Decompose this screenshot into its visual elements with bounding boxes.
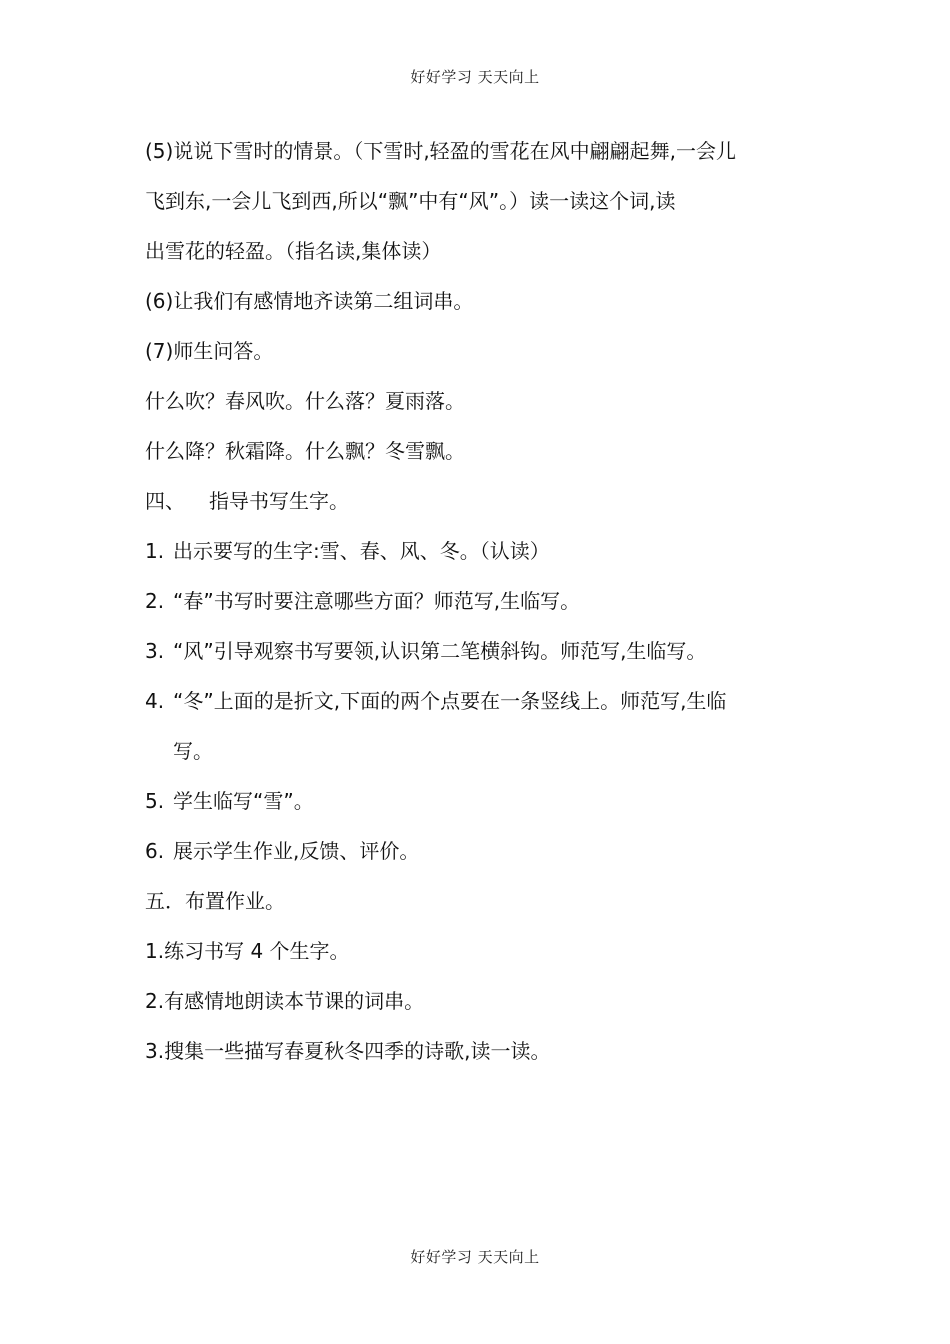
list-item-number: 5. [145, 789, 165, 813]
document-body [145, 132, 815, 1082]
page-footer: 好好学习 天天向上 [410, 1248, 540, 1266]
list-item-text: 学生临写“雪”。 [173, 789, 314, 813]
list-item-text: “冬”上面的是折文,下面的两个点要在一条竖线上。师范写,生临 [173, 689, 727, 713]
list-item-text: “风”引导观察书写要领,认识第二笔横斜钩。师范写,生临写。 [173, 639, 707, 663]
paragraph-5-line-3: 出雪花的轻盈。（指名读,集体读） [145, 239, 442, 263]
section-4-heading [145, 482, 815, 532]
page-header: 好好学习 天天向上 [410, 68, 540, 86]
list-item [145, 632, 815, 682]
list-item [145, 532, 815, 582]
homework-item: 1.练习书写 4 个生字。 [145, 939, 350, 963]
paragraph-5-line-2: 飞到东,一会儿飞到西,所以“飘”中有“风”。）读一读这个词,读 [145, 189, 676, 213]
homework-item: 3.搜集一些描写春夏秋冬四季的诗歌,读一读。 [145, 1039, 551, 1063]
list-item-number: 2. [145, 589, 165, 613]
paragraph-5-line-1: (5)说说下雪时的情景。（下雪时,轻盈的雪花在风中翩翩起舞,一会儿 [145, 139, 737, 163]
list-item-number: 3. [145, 639, 165, 663]
list-item-number: 1. [145, 539, 165, 563]
section-5-heading: 五．布置作业。 [145, 889, 285, 913]
list-item-continuation: 写。 [173, 739, 213, 763]
list-item-text: 展示学生作业,反馈、评价。 [173, 839, 420, 863]
paragraph-6: (6)让我们有感情地齐读第二组词串。 [145, 289, 474, 313]
list-item [145, 582, 815, 632]
list-item-number: 4. [145, 689, 165, 713]
paragraph-7: (7)师生问答。 [145, 339, 274, 363]
list-item-text: “春”书写时要注意哪些方面？师范写,生临写。 [173, 589, 581, 613]
list-item [145, 682, 815, 732]
section-4-title: 指导书写生字。 [209, 489, 349, 513]
qa-line-1: 什么吹？春风吹。什么落？夏雨落。 [145, 389, 465, 413]
homework-item: 2.有感情地朗读本节课的词串。 [145, 989, 425, 1013]
list-item [145, 832, 815, 882]
section-4-number: 四、 [145, 489, 185, 513]
qa-line-2: 什么降？秋霜降。什么飘？冬雪飘。 [145, 439, 465, 463]
list-item-text: 出示要写的生字:雪、春、风、冬。（认读） [173, 539, 550, 563]
list-item-number: 6. [145, 839, 165, 863]
list-item [145, 782, 815, 832]
